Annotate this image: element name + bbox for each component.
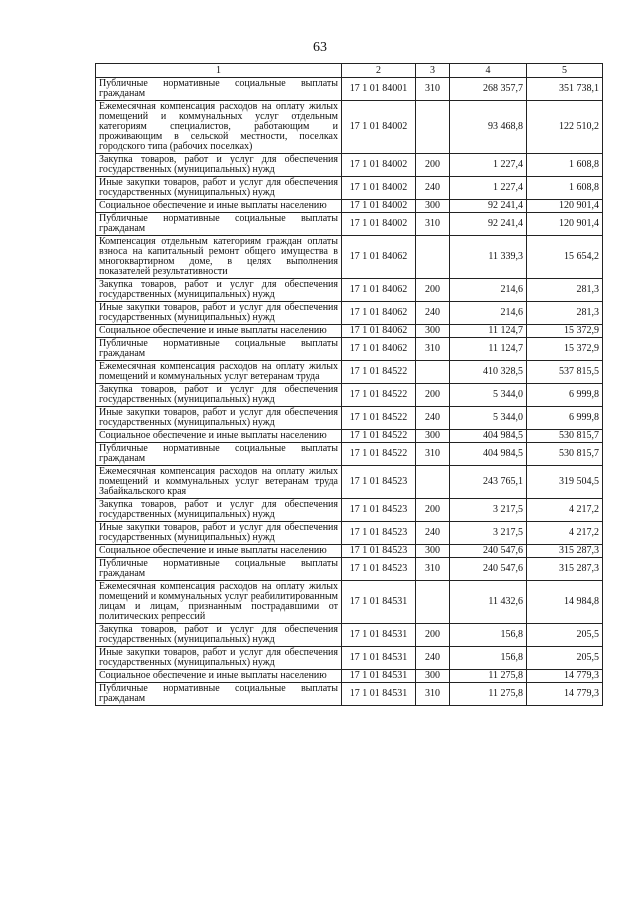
row-amount-col5: 14 984,8 bbox=[527, 581, 603, 624]
row-amount-col5: 205,5 bbox=[527, 624, 603, 647]
row-amount-col4: 92 241,4 bbox=[450, 200, 527, 213]
table-row bbox=[96, 78, 603, 101]
row-description: Социальное обеспечение и иные выплаты населению bbox=[96, 545, 342, 558]
row-expense-type: 200 bbox=[416, 384, 450, 407]
row-target-code: 17 1 01 84522 bbox=[342, 443, 416, 466]
row-amount-col5: 315 287,3 bbox=[527, 558, 603, 581]
table-row bbox=[96, 325, 603, 338]
row-description: Компенсация отдельным категориям граждан оплаты взноса на капитальный ремонт общего имущества в многоквартирном доме, в целях выполнения показателей результативности bbox=[96, 236, 342, 279]
row-description: Иные закупки товаров, работ и услуг для обеспечения государственных (муниципальных) нужд bbox=[96, 522, 342, 545]
row-amount-col5: 14 779,3 bbox=[527, 670, 603, 683]
row-amount-col4: 3 217,5 bbox=[450, 499, 527, 522]
row-target-code: 17 1 01 84523 bbox=[342, 466, 416, 499]
row-amount-col4: 1 227,4 bbox=[450, 177, 527, 200]
row-amount-col5: 4 217,2 bbox=[527, 499, 603, 522]
header-col-1: 1 bbox=[96, 64, 342, 78]
budget-table bbox=[95, 63, 603, 706]
row-target-code: 17 1 01 84002 bbox=[342, 101, 416, 154]
row-target-code: 17 1 01 84531 bbox=[342, 647, 416, 670]
row-amount-col4: 214,6 bbox=[450, 302, 527, 325]
row-description: Публичные нормативные социальные выплаты гражданам bbox=[96, 213, 342, 236]
table-row bbox=[96, 213, 603, 236]
row-amount-col4: 214,6 bbox=[450, 279, 527, 302]
row-target-code: 17 1 01 84062 bbox=[342, 325, 416, 338]
row-amount-col4: 1 227,4 bbox=[450, 154, 527, 177]
row-target-code: 17 1 01 84531 bbox=[342, 581, 416, 624]
row-description: Публичные нормативные социальные выплаты гражданам bbox=[96, 443, 342, 466]
table-row bbox=[96, 443, 603, 466]
row-amount-col4: 404 984,5 bbox=[450, 443, 527, 466]
row-amount-col5: 6 999,8 bbox=[527, 407, 603, 430]
table-row bbox=[96, 647, 603, 670]
row-amount-col5: 319 504,5 bbox=[527, 466, 603, 499]
table-row bbox=[96, 407, 603, 430]
row-target-code: 17 1 01 84523 bbox=[342, 558, 416, 581]
row-target-code: 17 1 01 84522 bbox=[342, 407, 416, 430]
row-description: Иные закупки товаров, работ и услуг для обеспечения государственных (муниципальных) нужд bbox=[96, 407, 342, 430]
row-target-code: 17 1 01 84523 bbox=[342, 522, 416, 545]
row-amount-col4: 156,8 bbox=[450, 624, 527, 647]
row-amount-col5: 205,5 bbox=[527, 647, 603, 670]
row-expense-type: 310 bbox=[416, 443, 450, 466]
row-amount-col5: 281,3 bbox=[527, 279, 603, 302]
row-description: Иные закупки товаров, работ и услуг для обеспечения государственных (муниципальных) нужд bbox=[96, 177, 342, 200]
row-target-code: 17 1 01 84002 bbox=[342, 200, 416, 213]
table-row bbox=[96, 154, 603, 177]
row-description: Закупка товаров, работ и услуг для обеспечения государственных (муниципальных) нужд bbox=[96, 499, 342, 522]
table-row bbox=[96, 236, 603, 279]
row-expense-type bbox=[416, 236, 450, 279]
row-amount-col5: 122 510,2 bbox=[527, 101, 603, 154]
row-amount-col4: 240 547,6 bbox=[450, 545, 527, 558]
row-amount-col4: 92 241,4 bbox=[450, 213, 527, 236]
row-expense-type: 310 bbox=[416, 338, 450, 361]
row-target-code: 17 1 01 84523 bbox=[342, 545, 416, 558]
table-row bbox=[96, 558, 603, 581]
row-expense-type: 300 bbox=[416, 430, 450, 443]
table-row bbox=[96, 384, 603, 407]
row-description: Социальное обеспечение и иные выплаты населению bbox=[96, 200, 342, 213]
table-row bbox=[96, 581, 603, 624]
row-expense-type: 240 bbox=[416, 177, 450, 200]
header-col-5: 5 bbox=[527, 64, 603, 78]
row-expense-type bbox=[416, 581, 450, 624]
header-col-3: 3 bbox=[416, 64, 450, 78]
row-expense-type bbox=[416, 101, 450, 154]
row-amount-col4: 240 547,6 bbox=[450, 558, 527, 581]
row-description: Социальное обеспечение и иные выплаты населению bbox=[96, 325, 342, 338]
table-header-row bbox=[96, 64, 603, 78]
row-target-code: 17 1 01 84522 bbox=[342, 361, 416, 384]
table-row bbox=[96, 200, 603, 213]
header-col-2: 2 bbox=[342, 64, 416, 78]
table-row bbox=[96, 177, 603, 200]
row-expense-type: 200 bbox=[416, 154, 450, 177]
row-amount-col4: 11 339,3 bbox=[450, 236, 527, 279]
row-amount-col4: 3 217,5 bbox=[450, 522, 527, 545]
row-description: Ежемесячная компенсация расходов на оплату жилых помещений и коммунальных услуг ветеранам труда Забайкальского края bbox=[96, 466, 342, 499]
row-amount-col5: 15 372,9 bbox=[527, 325, 603, 338]
table-row bbox=[96, 101, 603, 154]
row-target-code: 17 1 01 84522 bbox=[342, 384, 416, 407]
row-description: Закупка товаров, работ и услуг для обеспечения государственных (муниципальных) нужд bbox=[96, 624, 342, 647]
row-expense-type: 200 bbox=[416, 279, 450, 302]
row-description: Ежемесячная компенсация расходов на оплату жилых помещений и коммунальных услуг реабилитированным лицам и лицам, признанным пострадавшими от политических репрессий bbox=[96, 581, 342, 624]
row-amount-col5: 15 654,2 bbox=[527, 236, 603, 279]
row-expense-type: 310 bbox=[416, 683, 450, 706]
row-target-code: 17 1 01 84062 bbox=[342, 338, 416, 361]
page-number: 63 bbox=[313, 40, 327, 55]
table-row bbox=[96, 466, 603, 499]
row-amount-col5: 15 372,9 bbox=[527, 338, 603, 361]
row-amount-col5: 4 217,2 bbox=[527, 522, 603, 545]
row-description: Закупка товаров, работ и услуг для обеспечения государственных (муниципальных) нужд bbox=[96, 154, 342, 177]
row-target-code: 17 1 01 84002 bbox=[342, 154, 416, 177]
row-description: Иные закупки товаров, работ и услуг для обеспечения государственных (муниципальных) нужд bbox=[96, 647, 342, 670]
row-amount-col4: 11 124,7 bbox=[450, 338, 527, 361]
row-amount-col5: 530 815,7 bbox=[527, 430, 603, 443]
row-target-code: 17 1 01 84001 bbox=[342, 78, 416, 101]
row-amount-col4: 5 344,0 bbox=[450, 384, 527, 407]
row-amount-col5: 281,3 bbox=[527, 302, 603, 325]
table-row bbox=[96, 683, 603, 706]
row-description: Закупка товаров, работ и услуг для обеспечения государственных (муниципальных) нужд bbox=[96, 279, 342, 302]
row-expense-type: 310 bbox=[416, 213, 450, 236]
row-amount-col4: 11 124,7 bbox=[450, 325, 527, 338]
row-amount-col5: 6 999,8 bbox=[527, 384, 603, 407]
row-target-code: 17 1 01 84062 bbox=[342, 302, 416, 325]
row-amount-col4: 11 275,8 bbox=[450, 683, 527, 706]
row-amount-col4: 93 468,8 bbox=[450, 101, 527, 154]
row-target-code: 17 1 01 84523 bbox=[342, 499, 416, 522]
table-row bbox=[96, 499, 603, 522]
table-row bbox=[96, 522, 603, 545]
row-target-code: 17 1 01 84002 bbox=[342, 177, 416, 200]
row-amount-col5: 537 815,5 bbox=[527, 361, 603, 384]
row-description: Публичные нормативные социальные выплаты гражданам bbox=[96, 78, 342, 101]
row-expense-type: 240 bbox=[416, 647, 450, 670]
row-target-code: 17 1 01 84522 bbox=[342, 430, 416, 443]
row-amount-col5: 120 901,4 bbox=[527, 213, 603, 236]
row-expense-type: 300 bbox=[416, 200, 450, 213]
row-expense-type: 240 bbox=[416, 407, 450, 430]
table-row bbox=[96, 361, 603, 384]
row-expense-type: 300 bbox=[416, 670, 450, 683]
row-amount-col4: 410 328,5 bbox=[450, 361, 527, 384]
table-row bbox=[96, 430, 603, 443]
table-row bbox=[96, 624, 603, 647]
row-expense-type: 200 bbox=[416, 499, 450, 522]
row-expense-type: 240 bbox=[416, 302, 450, 325]
table-row bbox=[96, 545, 603, 558]
row-target-code: 17 1 01 84062 bbox=[342, 236, 416, 279]
row-amount-col5: 1 608,8 bbox=[527, 154, 603, 177]
row-description: Ежемесячная компенсация расходов на оплату жилых помещений и коммунальных услуг отдельным категориям специалистов, работающим и проживающим в сельской местности, поселках городского типа (рабочих поселках) bbox=[96, 101, 342, 154]
row-amount-col4: 11 275,8 bbox=[450, 670, 527, 683]
row-expense-type: 200 bbox=[416, 624, 450, 647]
row-expense-type: 300 bbox=[416, 325, 450, 338]
table-row bbox=[96, 279, 603, 302]
row-expense-type: 310 bbox=[416, 558, 450, 581]
row-expense-type: 310 bbox=[416, 78, 450, 101]
row-amount-col4: 268 357,7 bbox=[450, 78, 527, 101]
row-target-code: 17 1 01 84531 bbox=[342, 670, 416, 683]
row-amount-col5: 315 287,3 bbox=[527, 545, 603, 558]
row-description: Публичные нормативные социальные выплаты гражданам bbox=[96, 558, 342, 581]
table-row bbox=[96, 302, 603, 325]
row-amount-col5: 14 779,3 bbox=[527, 683, 603, 706]
row-amount-col5: 1 608,8 bbox=[527, 177, 603, 200]
row-amount-col4: 404 984,5 bbox=[450, 430, 527, 443]
row-target-code: 17 1 01 84002 bbox=[342, 213, 416, 236]
row-description: Социальное обеспечение и иные выплаты населению bbox=[96, 670, 342, 683]
row-target-code: 17 1 01 84531 bbox=[342, 624, 416, 647]
row-amount-col5: 120 901,4 bbox=[527, 200, 603, 213]
row-target-code: 17 1 01 84062 bbox=[342, 279, 416, 302]
row-description: Закупка товаров, работ и услуг для обеспечения государственных (муниципальных) нужд bbox=[96, 384, 342, 407]
row-description: Публичные нормативные социальные выплаты гражданам bbox=[96, 338, 342, 361]
row-amount-col4: 156,8 bbox=[450, 647, 527, 670]
row-expense-type: 300 bbox=[416, 545, 450, 558]
header-col-4: 4 bbox=[450, 64, 527, 78]
table-row bbox=[96, 338, 603, 361]
table-row bbox=[96, 670, 603, 683]
row-expense-type bbox=[416, 361, 450, 384]
row-amount-col4: 11 432,6 bbox=[450, 581, 527, 624]
row-amount-col5: 530 815,7 bbox=[527, 443, 603, 466]
row-description: Ежемесячная компенсация расходов на оплату жилых помещений и коммунальных услуг ветеранам труда bbox=[96, 361, 342, 384]
row-target-code: 17 1 01 84531 bbox=[342, 683, 416, 706]
row-amount-col4: 5 344,0 bbox=[450, 407, 527, 430]
row-amount-col4: 243 765,1 bbox=[450, 466, 527, 499]
row-expense-type bbox=[416, 466, 450, 499]
row-amount-col5: 351 738,1 bbox=[527, 78, 603, 101]
row-description: Публичные нормативные социальные выплаты гражданам bbox=[96, 683, 342, 706]
row-description: Иные закупки товаров, работ и услуг для обеспечения государственных (муниципальных) нужд bbox=[96, 302, 342, 325]
row-description: Социальное обеспечение и иные выплаты населению bbox=[96, 430, 342, 443]
row-expense-type: 240 bbox=[416, 522, 450, 545]
